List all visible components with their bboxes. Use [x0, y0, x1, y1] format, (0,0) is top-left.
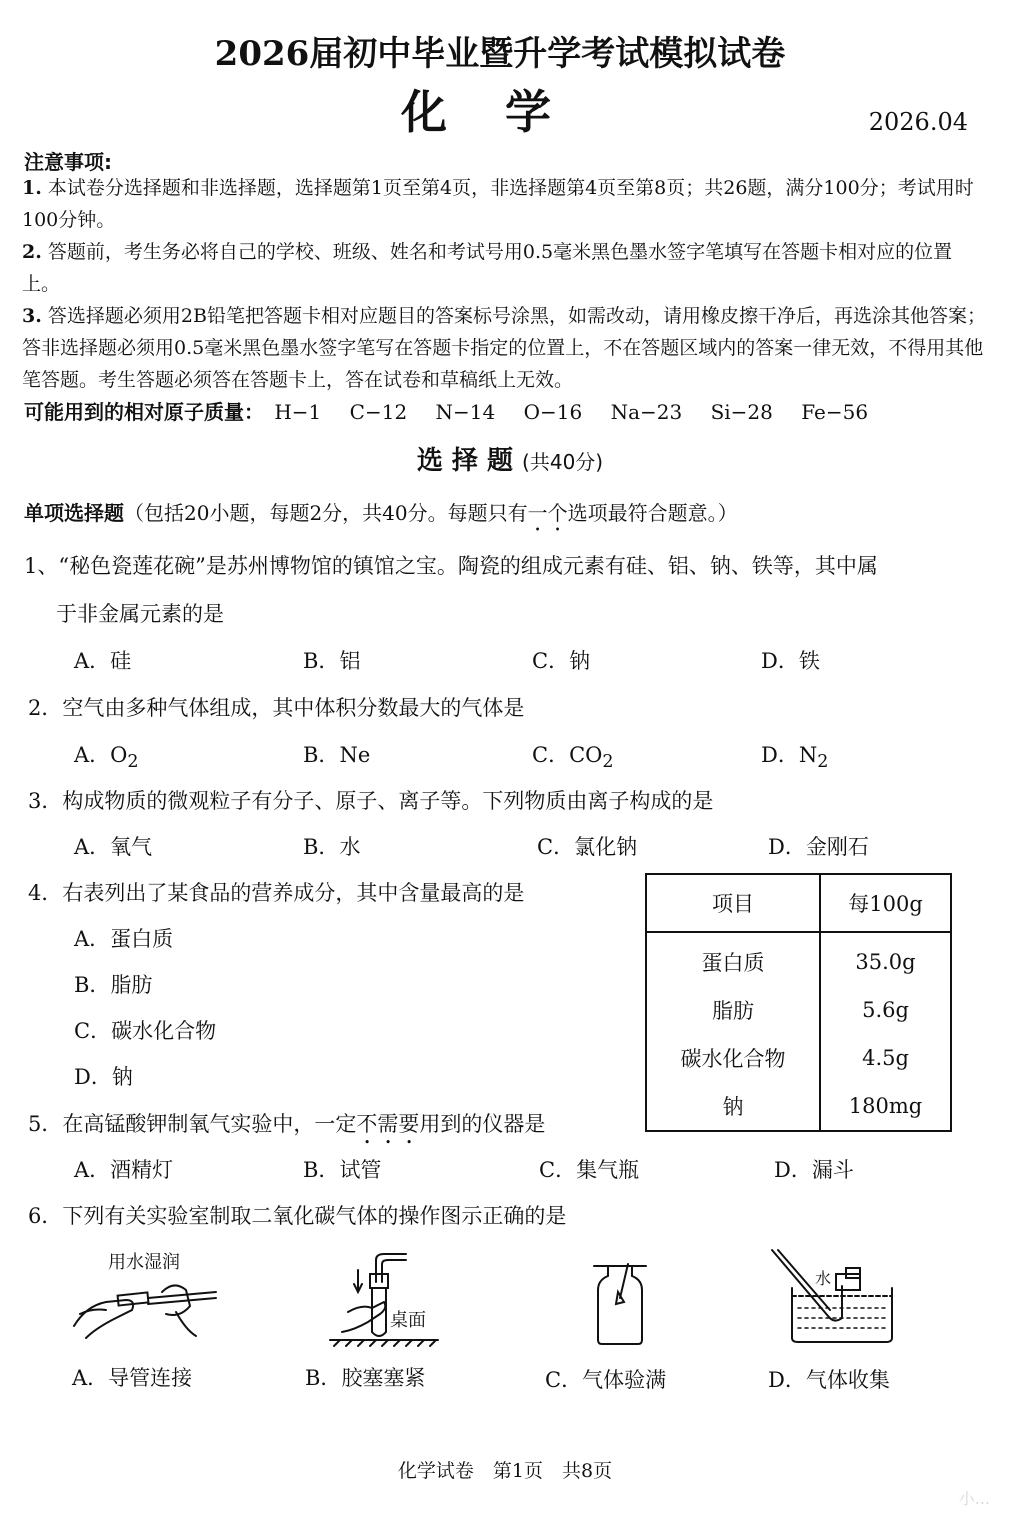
q4-option-d: D．钠 [74, 1065, 133, 1089]
tube-connection-figure [66, 1266, 236, 1346]
q2-option-a: A．$O_2$ [74, 743, 139, 773]
table-row [646, 1034, 951, 1082]
question-4: 4．右表列出了某食品的营养成分，其中含量最高的是 [28, 881, 525, 905]
gas-bottle-figure [590, 1262, 650, 1346]
q6-option-c: C．气体验满 [545, 1368, 667, 1392]
question-1: 1、“秘色瓷莲花碗”是苏州博物馆的镇馆之宝。陶瓷的组成元素有硅、铝、钠、铁等，其中属 [24, 554, 878, 578]
table-cell: 脂肪 [712, 999, 754, 1023]
table-cell: 180mg [820, 1082, 951, 1131]
q5-option-d: D．漏斗 [774, 1158, 854, 1182]
figure-a-label: 用水湿润 [108, 1252, 180, 1273]
q3-option-a: A．氧气 [74, 835, 153, 859]
q5-option-c: C．集气瓶 [539, 1158, 640, 1182]
watermark: 小... [958, 1489, 990, 1508]
notice-title: 注意事项: [24, 150, 112, 174]
table-header-row [646, 874, 951, 932]
exam-date: 2026.04 [868, 108, 968, 136]
table-row [646, 1082, 951, 1131]
mc-intro: 单项选择题（包括20小题，每题2分，共40分。每题只有一个选项最符合题意。） [24, 501, 738, 525]
nutrition-table [645, 873, 952, 1132]
table-cell: 钠 [722, 1095, 744, 1119]
table-cell: 35.0g [820, 932, 951, 986]
exam-title: 2026届初中毕业暨升学考试模拟试卷 [214, 34, 786, 74]
table-cell: 蛋白质 [701, 951, 765, 975]
table-row [646, 986, 951, 1034]
table-header: 每100g [820, 874, 951, 932]
notice-item-1: 1. 本试卷分选择题和非选择题，选择题第1页至第4页，非选择题第4页至第8页；共26题，满分100分；考试用时100分钟。 [22, 177, 974, 231]
table-cell: 5.6g [820, 986, 951, 1034]
table-cell: 4.5g [820, 1034, 951, 1082]
notice-item-2: 2. 答题前，考生务必将自己的学校、班级、姓名和考试号用0.5毫米黑色墨水签字笔填写在答题卡相对应的位置上。 [22, 241, 953, 295]
q2-option-c: C．$CO_2$ [532, 743, 614, 773]
question-5: 5．在高锰酸钾制氧气实验中，一定不需要用到的仪器是 [28, 1112, 546, 1136]
page-footer: 化学试卷 第1页 共8页 [397, 1460, 613, 1482]
q4-option-b: B．脂肪 [74, 973, 153, 997]
figure-d-label: 水 [815, 1269, 832, 1288]
gas-collection-figure [768, 1248, 908, 1346]
q2-option-d: D．$N_2$ [761, 743, 829, 773]
figure-b-label: 桌面 [390, 1310, 426, 1331]
q4-option-c: C．碳水化合物 [74, 1019, 217, 1043]
q4-option-a: A．蛋白质 [74, 927, 174, 951]
q2-option-b: B．Ne [303, 743, 371, 767]
atomic-masses: 可能用到的相对原子质量： H−1 C−12 N−14 O−16 Na−23 Si−28 Fe−56 [24, 400, 869, 424]
section-title: 选 择 题 (共40分) [416, 446, 604, 476]
q5-option-b: B．试管 [303, 1158, 382, 1182]
subject-title: 化学 [401, 85, 609, 139]
question-1-line2: 于非金属元素的是 [56, 602, 224, 626]
table-header: 项目 [646, 874, 820, 932]
q6-option-d: D．气体收集 [768, 1368, 890, 1392]
question-2: 2．空气由多种气体组成，其中体积分数最大的气体是 [28, 696, 525, 720]
table-cell: 碳水化合物 [680, 1047, 786, 1071]
q3-option-c: C．氯化钠 [537, 835, 638, 859]
q1-option-a: A．硅 [74, 649, 132, 673]
q1-option-c: C．钠 [532, 649, 591, 673]
q1-option-b: B．铝 [303, 649, 361, 673]
question-6: 6．下列有关实验室制取二氧化碳气体的操作图示正确的是 [28, 1204, 567, 1228]
table-row [646, 932, 951, 986]
stopper-figure [328, 1252, 443, 1347]
q3-option-d: D．金刚石 [768, 835, 869, 859]
notice-item-3: 3. 答选择题必须用2B铅笔把答题卡相对应题目的答案标号涂黑，如需改动，请用橡皮擦干净后，再选涂其他答案；答非选择题必须用0.5毫米黑色墨水签字笔写在答题卡指定的位置上，不在答题区域内的答案一律无效，不得用其他笔答题。考生答题必须答在答题卡上，答在试卷和草稿纸上无效。 [22, 305, 986, 391]
q5-option-a: A．酒精灯 [74, 1158, 174, 1182]
q1-option-d: D．铁 [761, 649, 820, 673]
q3-option-b: B．水 [303, 835, 361, 859]
question-3: 3．构成物质的微观粒子有分子、原子、离子等。下列物质由离子构成的是 [28, 789, 714, 813]
q6-option-a: A．导管连接 [72, 1366, 193, 1390]
q6-option-b: B．胶塞塞紧 [305, 1366, 426, 1390]
